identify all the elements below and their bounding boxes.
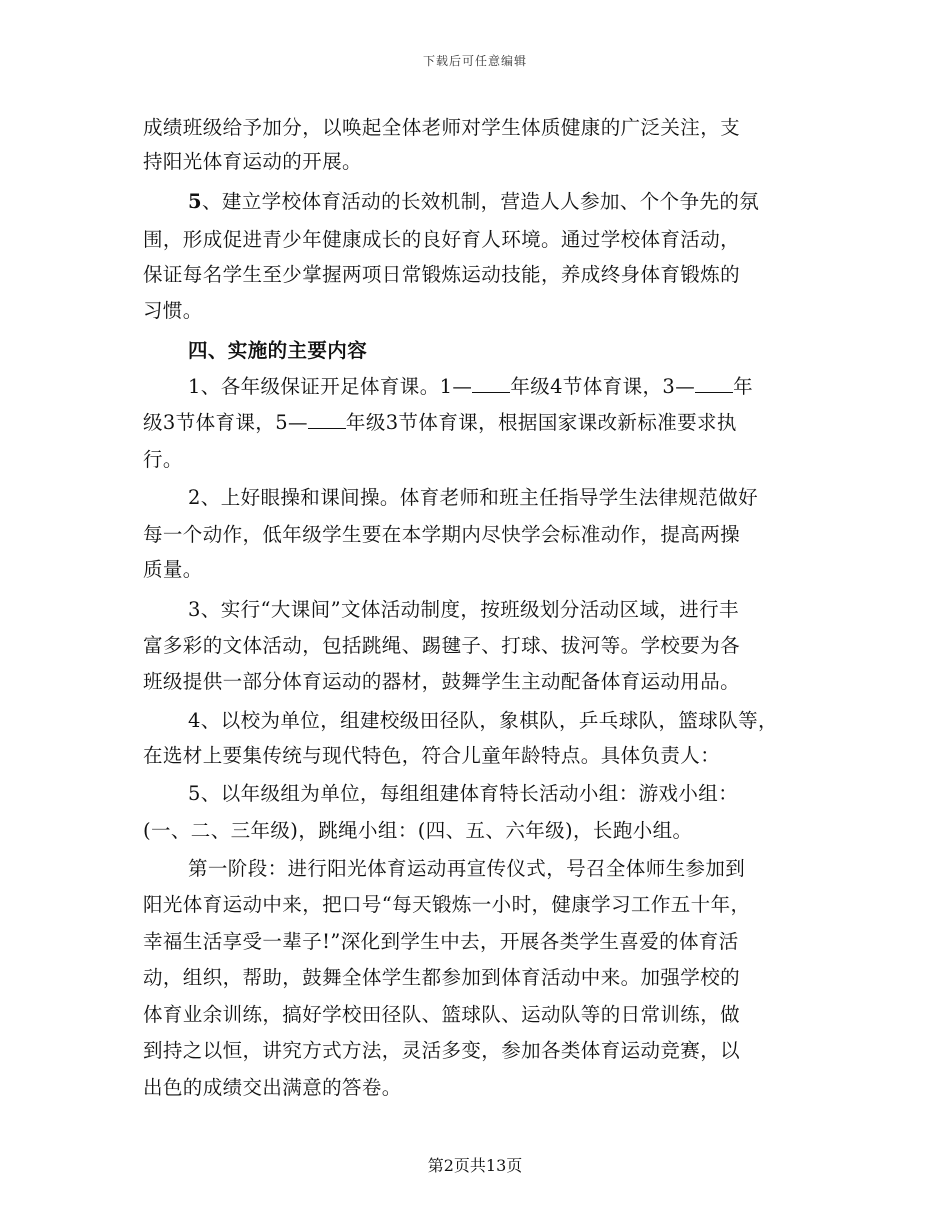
text-line: 习惯。 xyxy=(143,299,203,322)
text-line: 班级提供一部分体育运动的器材，鼓舞学生主动配备体育运动用品。 xyxy=(143,670,741,693)
text-line: 动，组织，帮助，鼓舞全体学生都参加到体育活动中来。加强学校的 xyxy=(143,966,741,989)
text-line: 成绩班级给予加分，以唤起全体老师对学生体质健康的广泛关注，支 xyxy=(143,116,741,139)
page-number-footer: 第2页共13页 xyxy=(427,1156,523,1175)
text-line: 体育业余训练，搞好学校田径队、篮球队、运动队等的日常训练，做 xyxy=(143,1003,741,1026)
text-line: 5、以年级组为单位，每组组建体育特长活动小组：游戏小组： xyxy=(188,782,739,805)
text-line: 到持之以恒，讲究方式方法，灵活多变，参加各类体育运动竞赛，以 xyxy=(143,1039,741,1062)
text-line: 第一阶段：进行阳光体育运动再宣传仪式，号召全体师生参加到 xyxy=(188,857,746,880)
text-line: 在选材上要集传统与现代特色，符合儿童年龄特点。具体负责人： xyxy=(143,744,721,767)
text-line: 持阳光体育运动的开展。 xyxy=(143,150,362,173)
text-line-body: 、建立学校体育活动的长效机制，营造人人参加、个个争先的氛 xyxy=(201,190,760,213)
text-line: 阳光体育运动中来，把口号“每天锻炼一小时，健康学习工作五十年， xyxy=(143,893,751,916)
text-line: 保证每名学生至少掌握两项日常锻炼运动技能，养成终身体育锻炼的 xyxy=(143,263,741,286)
page-header: 下载后可任意编辑 xyxy=(422,54,527,68)
text-line: 富多彩的文体活动，包括跳绳、踢毽子、打球、拔河等。学校要为各 xyxy=(143,634,741,657)
text-line: 每一个动作，低年级学生要在本学期内尽快学会标准动作，提高两操 xyxy=(143,523,741,546)
text-line: 4、以校为单位，组建校级田径队，象棋队，乒乓球队，篮球队等， xyxy=(188,709,778,732)
fill-blank xyxy=(308,411,346,429)
section-heading: 四、实施的主要内容 xyxy=(188,339,368,362)
text-line: 出色的成绩交出满意的答卷。 xyxy=(143,1076,402,1099)
text-line: 2、上好眼操和课间操。体育老师和班主任指导学生法律规范做好 xyxy=(188,486,759,509)
text-line: 围，形成促进青少年健康成长的良好育人环境。通过学校体育活动， xyxy=(143,228,741,251)
text-line: 行。 xyxy=(143,448,183,471)
text-line: (一、二、三年级)，跳绳小组：(四、五、六年级)，长跑小组。 xyxy=(143,819,693,842)
text-line: 质量。 xyxy=(143,558,203,581)
text-line: 3、实行“大课间”文体活动制度，按班级划分活动区域，进行丰 xyxy=(188,598,739,621)
fill-blank xyxy=(695,375,733,393)
text-line: 级3节体育课，5— 年级3节体育课，根据国家课改新标准要求执 xyxy=(143,411,737,434)
text-line xyxy=(188,190,759,214)
text-line: 幸福生活享受一辈子!”深化到学生中去，开展各类学生喜爱的体育活 xyxy=(143,930,739,953)
item-number: 5 xyxy=(188,190,202,213)
text-line: 1、各年级保证开足体育课。1— 年级4节体育课，3— 年 xyxy=(188,375,754,398)
fill-blank xyxy=(472,375,510,393)
